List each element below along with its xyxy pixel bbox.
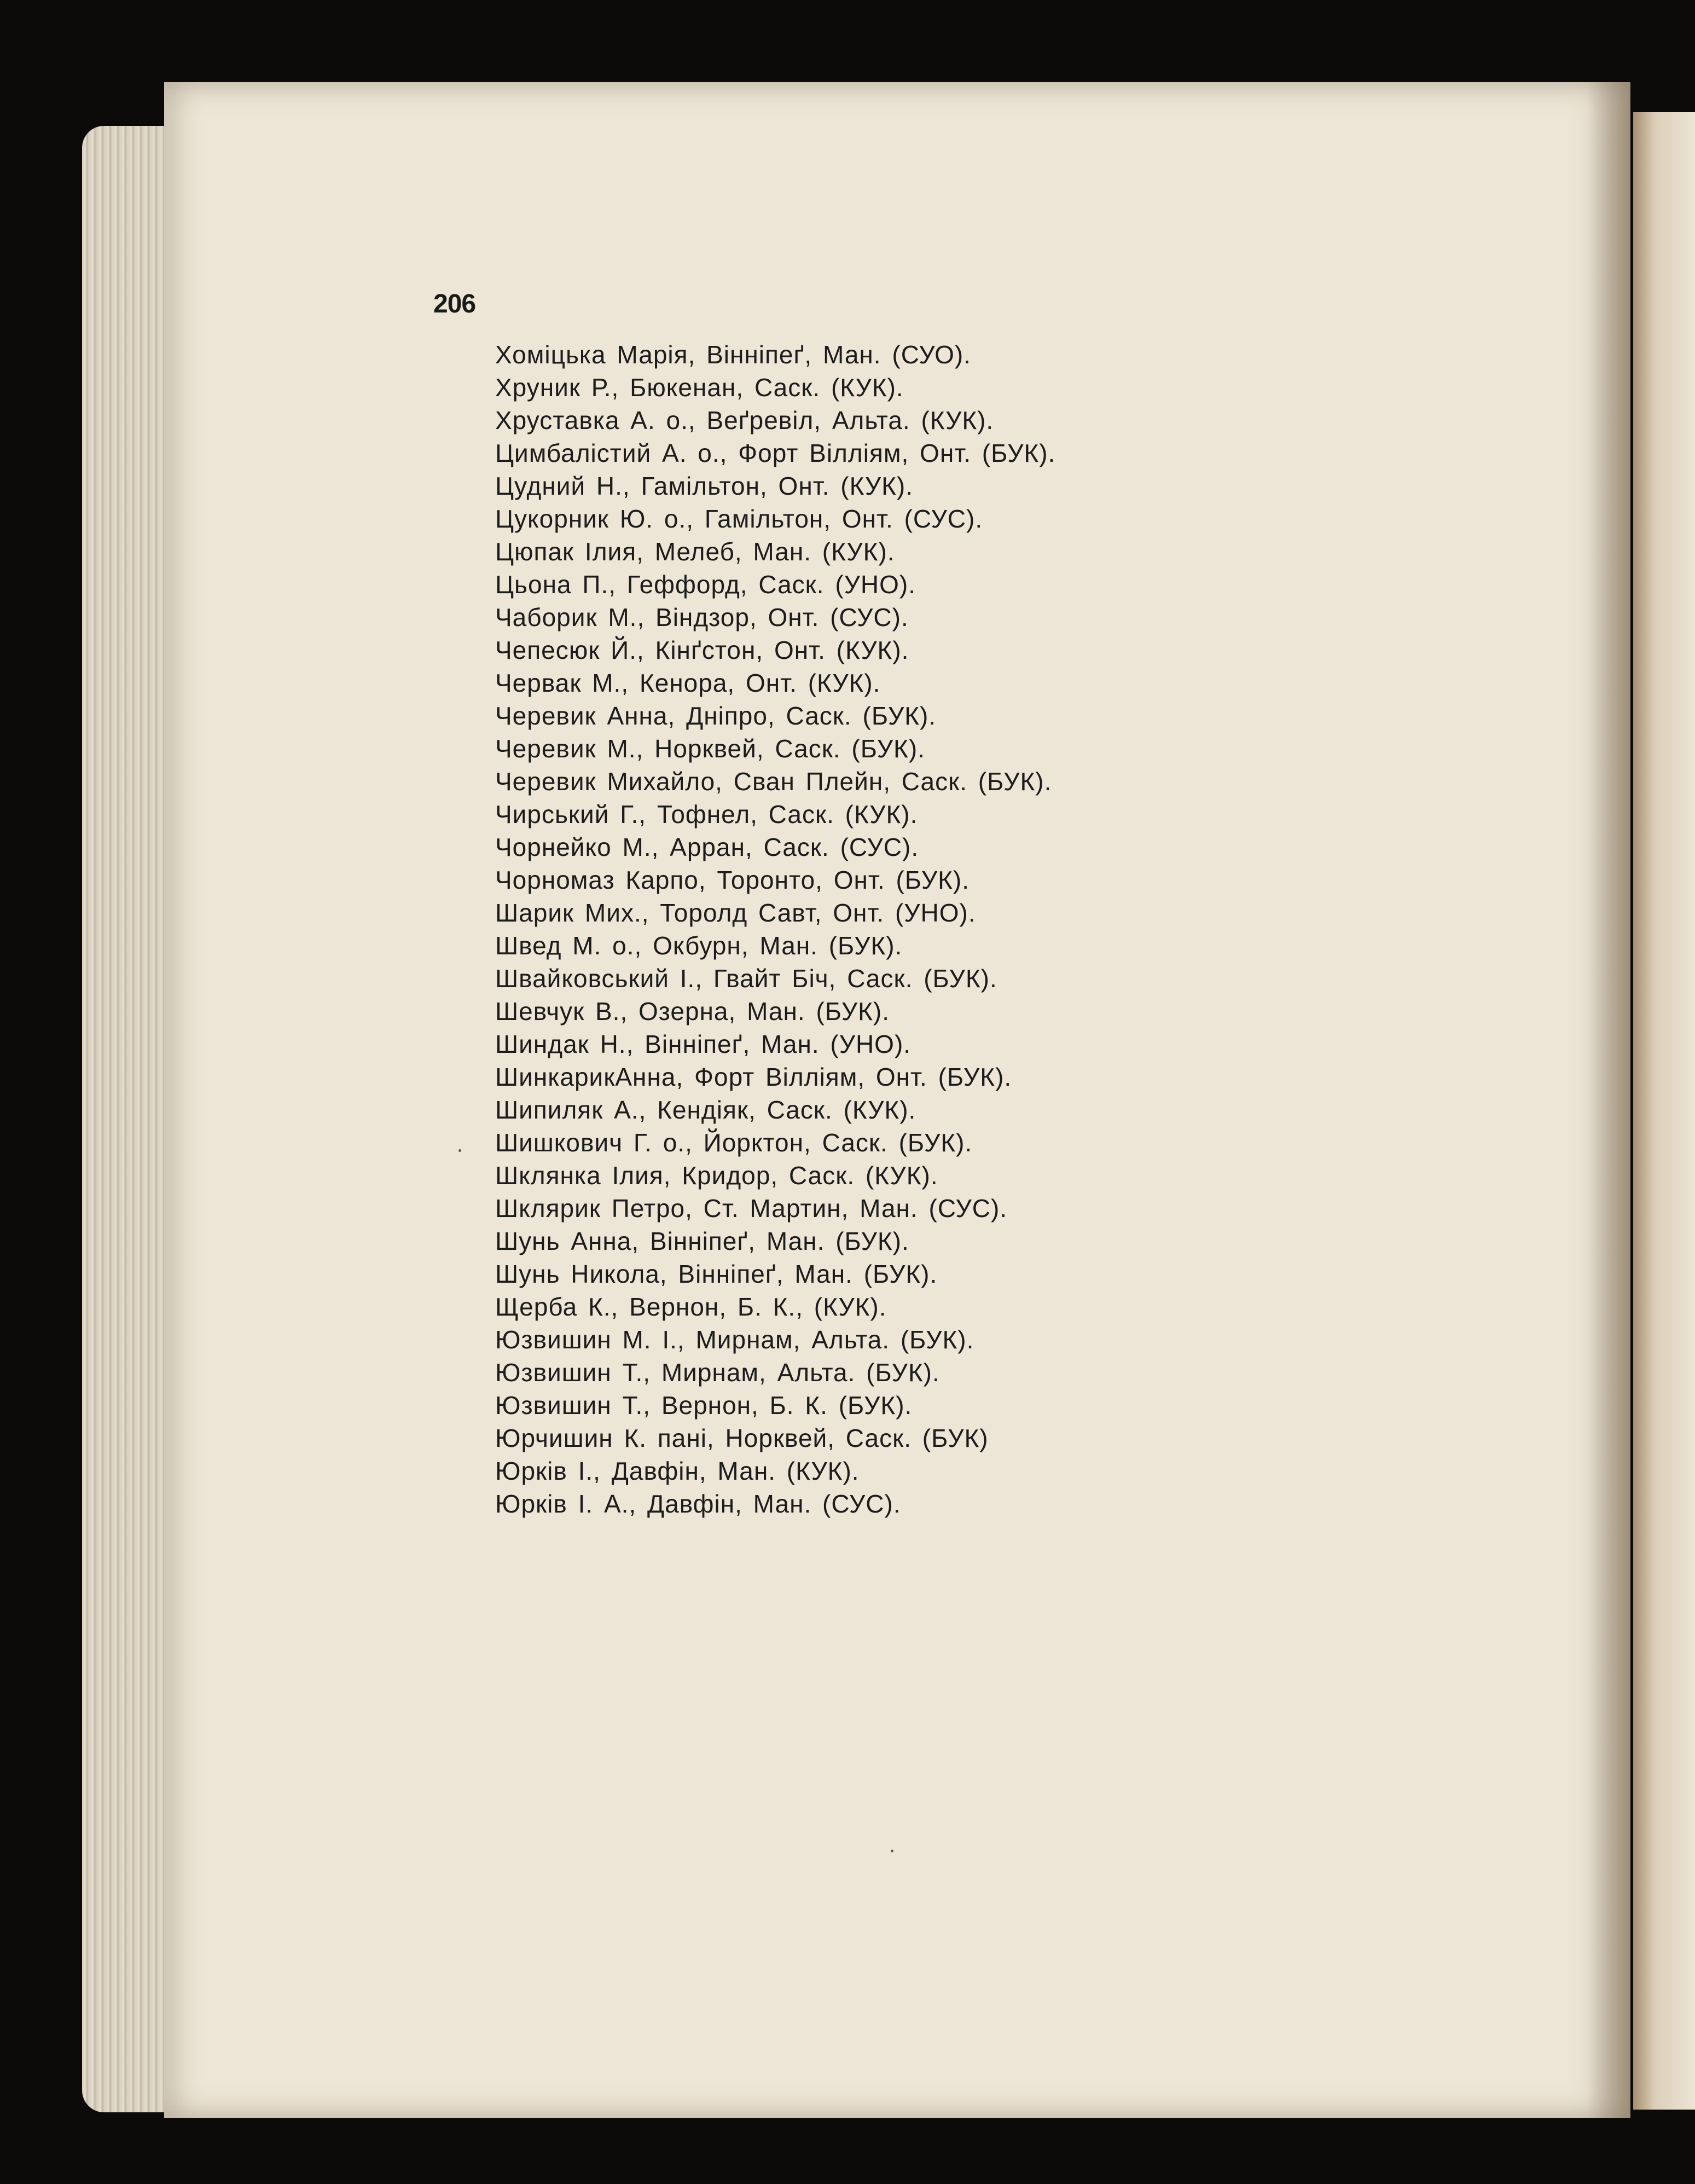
paper-speck	[891, 1850, 893, 1852]
list-item: Шунь Никола, Вінніпеґ, Ман. (БУК).	[495, 1260, 938, 1288]
list-item: Щерба К., Вернон, Б. К., (КУК).	[495, 1293, 887, 1321]
list-item: Шунь Анна, Вінніпеґ, Ман. (БУК).	[495, 1227, 909, 1255]
facing-page-edge	[1633, 112, 1695, 2110]
paper-speck	[458, 1149, 461, 1152]
list-item: Цудний Н., Гамільтон, Онт. (КУК).	[495, 472, 914, 500]
list-item: Черевик М., Норквей, Саск. (БУК).	[495, 734, 925, 763]
list-item: Цукорник Ю. о., Гамільтон, Онт. (СУС).	[495, 505, 983, 533]
list-item: Черевик Анна, Дніпро, Саск. (БУК).	[495, 702, 937, 730]
list-item: Хруставка А. о., Веґревіл, Альта. (КУК).	[495, 406, 994, 435]
list-item: Швед М. о., Окбурн, Ман. (БУК).	[495, 931, 903, 960]
list-item: Чорномаз Карпо, Торонто, Онт. (БУК).	[495, 866, 970, 894]
list-item: Шипиляк А., Кендіяк, Саск. (КУК).	[495, 1096, 916, 1124]
list-item: Шевчук В., Озерна, Ман. (БУК).	[495, 997, 890, 1026]
list-item: Цьона П., Геффорд, Саск. (УНО).	[495, 570, 916, 599]
list-item: Юрків І. А., Давфін, Ман. (СУС).	[495, 1490, 901, 1518]
list-item: Цюпак Ілия, Мелеб, Ман. (КУК).	[495, 537, 895, 566]
list-item: Хоміцька Марія, Вінніпеґ, Ман. (СУО).	[495, 340, 971, 369]
list-item: Швайковський І., Гвайт Біч, Саск. (БУК).	[495, 964, 997, 993]
list-item: Юзвишин Т., Мирнам, Альта. (БУК).	[495, 1358, 940, 1387]
list-item: Черевик Михайло, Сван Плейн, Саск. (БУК).	[495, 767, 1052, 796]
list-item: Чирський Г., Тофнел, Саск. (КУК).	[495, 800, 918, 829]
list-item: Юрчишин К. пані, Норквей, Саск. (БУК)	[495, 1424, 989, 1452]
list-item: Цимбалістий А. о., Форт Вілліям, Онт. (БУК).	[495, 439, 1056, 467]
list-item: Юрків І., Давфін, Ман. (КУК).	[495, 1457, 860, 1485]
list-item: Чаборик М., Віндзор, Онт. (СУС).	[495, 603, 909, 632]
page-number: 206	[433, 289, 476, 318]
list-item: Червак М., Кенора, Онт. (КУК).	[495, 669, 881, 697]
list-item: Шклярик Петро, Ст. Мартин, Ман. (СУС).	[495, 1194, 1008, 1223]
list-item: Юзвишин М. І., Мирнам, Альта. (БУК).	[495, 1325, 974, 1354]
list-item: Чепесюк Й., Кінґстон, Онт. (КУК).	[495, 636, 909, 664]
book-gutter	[1587, 82, 1630, 2118]
list-item: ШинкарикАнна, Форт Вілліям, Онт. (БУК).	[495, 1063, 1012, 1091]
list-item: Шарик Мих., Торолд Савт, Онт. (УНО).	[495, 899, 976, 927]
list-item: Шиндак Н., Вінніпеґ, Ман. (УНО).	[495, 1030, 912, 1058]
entry-list	[495, 338, 1055, 1520]
list-item: Шклянка Ілия, Кридор, Саск. (КУК).	[495, 1161, 938, 1190]
list-item: Шишкович Г. о., Йорктон, Саск. (БУК).	[495, 1128, 973, 1157]
list-item: Хруник Р., Бюкенан, Саск. (КУК).	[495, 373, 904, 402]
list-item: Чорнейко М., Арран, Саск. (СУС).	[495, 833, 919, 861]
list-item: Юзвишин Т., Вернон, Б. К. (БУК).	[495, 1391, 913, 1420]
